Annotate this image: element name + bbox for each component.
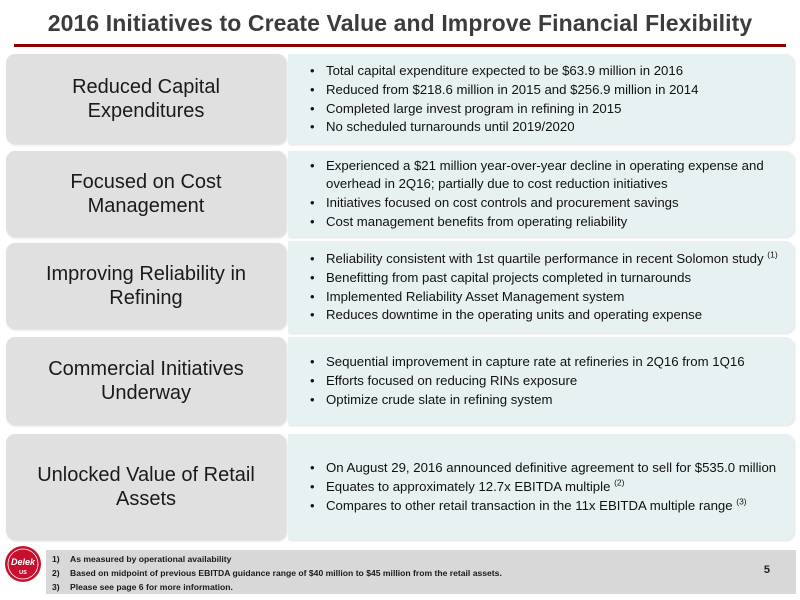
initiative-details-box [288,337,794,425]
initiative-details-box [288,151,794,237]
bullet-item: • Equates to approximately 12.7x EBITDA multiple $^{(2)}$ [326,478,776,496]
bullet-list [288,156,794,232]
bullet-list [288,61,712,138]
bullet-item: • Initiatives focused on cost controls and procurement savings [326,194,780,212]
initiative-label-box [6,54,286,144]
footnotes [52,552,732,594]
page-title: 2016 Initiatives to Create Value and Improve Financial Flexibility [47,10,753,36]
bullet-item: • Optimize crude slate in refining system [326,391,745,409]
initiative-label-box [6,243,286,329]
initiative-label-box [6,434,286,540]
bullet-item: • Reliability consistent with 1st quartile performance in recent Solomon study $^{(1)}$ [326,250,778,268]
bullet-item: • Sequential improvement in capture rate at refineries in 2Q16 from 1Q16 [326,353,745,371]
bullet-item: • Implemented Reliability Asset Management system [326,288,778,306]
svg-text:Delek: Delek [10,557,36,567]
title-underline [14,44,786,47]
initiative-details-box [288,434,794,540]
initiative-label: Unlocked Value of Retail Assets [37,463,255,510]
initiative-label-box [6,337,286,425]
page-number: 5 [763,564,770,576]
bullet-item: • Reduces downtime in the operating units and operating expense [326,306,778,324]
footnote: 3) Please see page 6 for more information. [52,582,233,592]
delek-logo-icon [4,545,42,583]
bullet-item: • Cost management benefits from operating reliability [326,213,780,231]
initiative-label: Improving Reliability in Refining [45,262,247,309]
bullet-item: • Efforts focused on reducing RINs exposure [326,372,745,390]
bullet-item: • Compares to other retail transaction in the 11x EBITDA multiple range $^{(3)}$ [326,497,776,515]
footnote: 2) Based on midpoint of previous EBITDA guidance range of $40 million to $45 million from the retail assets. [52,568,502,578]
initiative-label: Reduced Capital Expenditures [72,75,220,122]
bullet-item: • No scheduled turnarounds until 2019/2020 [326,118,698,136]
bullet-item: • Completed large invest program in refining in 2015 [326,100,698,118]
bullet-item: • Experienced a $21 million year-over-year decline in operating expense and overhead in 2Q16; partially due to cost reduction initiatives [326,157,780,193]
initiative-label: Focused on Cost Management [70,170,222,217]
footnote: 1) As measured by operational availability [52,554,232,564]
bullet-list [288,352,759,410]
initiative-details-box [288,54,794,144]
initiative-details-box [288,241,794,333]
svg-text:US: US [19,570,27,576]
bullet-item: • Total capital expenditure expected to be $63.9 million in 2016 [326,62,698,80]
initiative-label-box [6,151,286,237]
initiative-label: Commercial Initiatives Underway [48,357,244,404]
bullet-list [288,249,792,326]
bullet-item: • Benefitting from past capital projects completed in turnarounds [326,269,778,287]
bullet-item: • On August 29, 2016 announced definitive agreement to sell for $535.0 million [326,459,776,477]
bullet-item: • Reduced from $218.6 million in 2015 and $256.9 million in 2014 [326,81,698,99]
bullet-list [288,458,790,516]
